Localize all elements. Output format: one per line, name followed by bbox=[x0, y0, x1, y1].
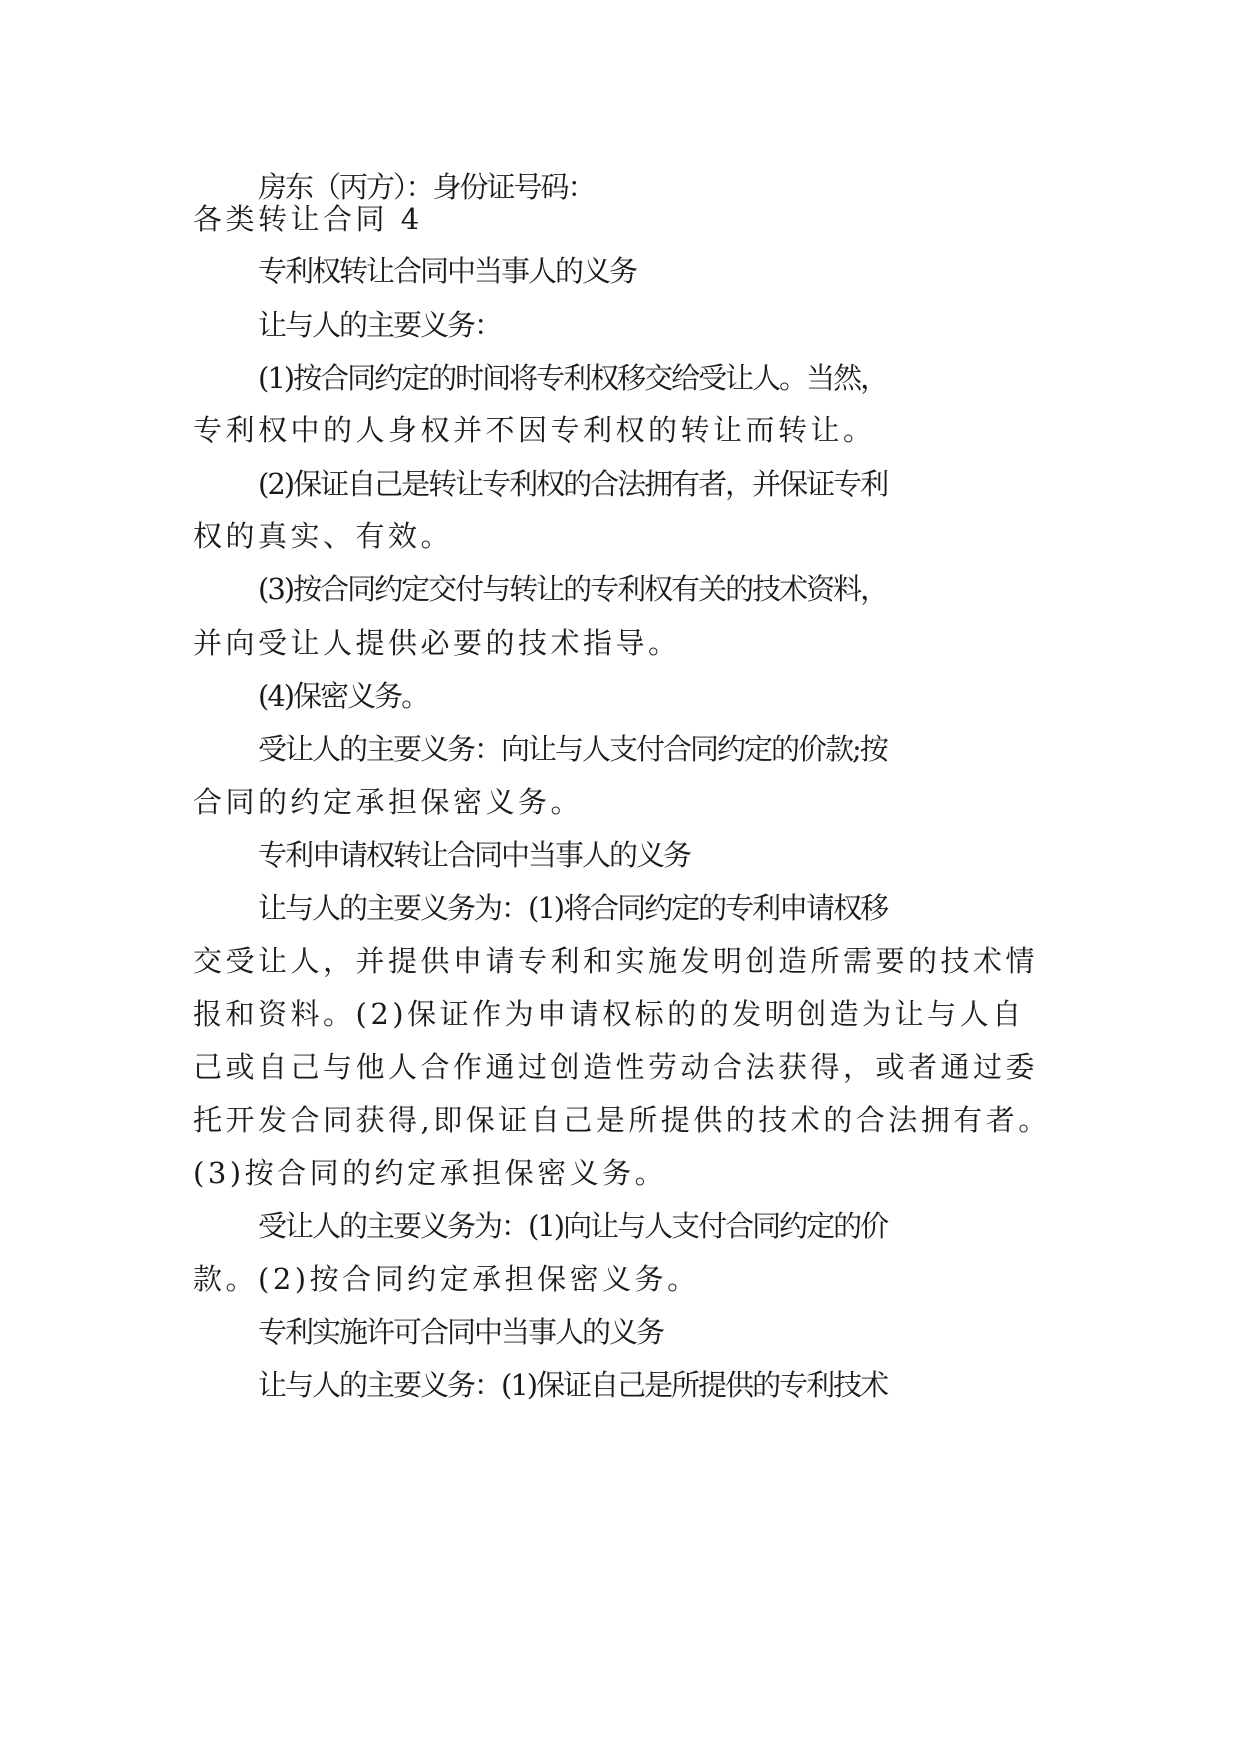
text-line: 受让人的主要义务：向让与人支付合同约定的价款;按 bbox=[258, 732, 887, 766]
text-line: 让与人的主要义务：(1)保证自己是所提供的专利技术 bbox=[258, 1368, 888, 1402]
subsection-heading: 专利申请权转让合同中当事人的义务 bbox=[258, 838, 691, 872]
text-line: (2)保证自己是转让专利权的合法拥有者，并保证专利 bbox=[258, 467, 888, 501]
text-line: 并向受让人提供必要的技术指导。 bbox=[193, 626, 681, 660]
text-line: 权的真实、有效。 bbox=[193, 519, 454, 553]
text-line: 房东（丙方）：身份证号码： bbox=[258, 170, 595, 204]
text-line: 托开发合同获得,即保证自己是所提供的技术的合法拥有者。 bbox=[193, 1103, 1051, 1137]
text-line: 款。(2)按合同约定承担保密义务。 bbox=[193, 1262, 700, 1296]
text-line: 交受让人，并提供申请专利和实施发明创造所需要的技术情 bbox=[193, 944, 1039, 978]
text-line: (4)保密义务。 bbox=[258, 679, 429, 713]
text-line: 报和资料。(2)保证作为申请权标的的发明创造为让与人自 bbox=[193, 997, 1025, 1031]
text-line: 受让人的主要义务为：(1)向让与人支付合同约定的价 bbox=[258, 1209, 888, 1243]
text-line: (3)按合同约定交付与转让的专利权有关的技术资料， bbox=[258, 572, 888, 606]
subsection-heading: 专利权转让合同中当事人的义务 bbox=[258, 254, 637, 288]
text-line: (3)按合同的约定承担保密义务。 bbox=[193, 1156, 668, 1190]
text-line: (1)按合同约定的时间将专利权移交给受让人。当然， bbox=[258, 361, 888, 395]
text-line: 让与人的主要义务： bbox=[258, 308, 502, 342]
text-line: 专利权中的人身权并不因专利权的转让而转让。 bbox=[193, 413, 876, 447]
text-line: 合同的约定承担保密义务。 bbox=[193, 785, 584, 819]
subsection-heading: 专利实施许可合同中当事人的义务 bbox=[258, 1315, 664, 1349]
text-line: 己或自己与他人合作通过创造性劳动合法获得，或者通过委 bbox=[193, 1050, 1039, 1084]
text-line: 让与人的主要义务为：(1)将合同约定的专利申请权移 bbox=[258, 891, 888, 925]
section-heading: 各类转让合同 4 bbox=[193, 202, 423, 236]
